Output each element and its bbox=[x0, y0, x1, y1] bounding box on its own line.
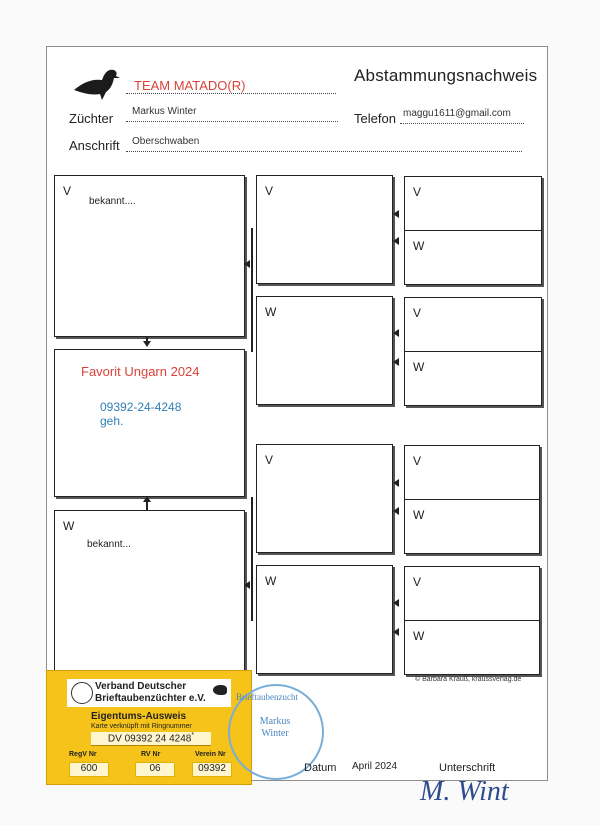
stamp-line-1: Markus bbox=[259, 716, 291, 727]
great-tag-5: V bbox=[413, 454, 422, 468]
rv-value: 06 bbox=[135, 762, 175, 777]
arrow-left-icon bbox=[393, 507, 399, 515]
grand-tag-2: W bbox=[265, 305, 277, 319]
grand-tag-1: V bbox=[265, 184, 274, 198]
zuechter-value: Markus Winter bbox=[132, 106, 197, 117]
copyright-note: © Barbara Krauß, kraussverlag.de bbox=[415, 676, 522, 683]
arrow-stem-down bbox=[146, 502, 148, 510]
grandsire-1-box bbox=[256, 175, 393, 284]
subject-name: Favorit Ungarn 2024 bbox=[81, 364, 200, 379]
arrow-down-icon bbox=[143, 341, 151, 347]
arrow-left-icon bbox=[244, 581, 250, 589]
great-box-4 bbox=[404, 566, 540, 675]
zuechter-label: Züchter bbox=[69, 111, 114, 126]
pigeon-logo bbox=[70, 60, 122, 104]
arrow-left-icon bbox=[393, 210, 399, 218]
signature: M. Wint bbox=[420, 776, 509, 807]
granddam-1-box bbox=[256, 296, 393, 405]
anschrift-label: Anschrift bbox=[69, 138, 120, 153]
subject-gender: geh. bbox=[100, 414, 124, 428]
pigeon-icon bbox=[213, 685, 227, 695]
card-subtitle: Karte verknüpft mit Ringnummer bbox=[91, 723, 192, 730]
grand-tag-3: V bbox=[265, 453, 274, 467]
datum-label: Datum bbox=[304, 762, 337, 774]
arrow-left-icon bbox=[393, 358, 399, 366]
verein-label: Verein Nr bbox=[195, 751, 226, 758]
rv-label: RV Nr bbox=[141, 751, 161, 758]
grand-tag-4: W bbox=[265, 574, 277, 588]
team-dotted-line bbox=[126, 93, 336, 94]
arrow-left-icon bbox=[244, 260, 250, 268]
unterschrift-label: Unterschrift bbox=[439, 762, 496, 774]
anschrift-dotted-line bbox=[126, 151, 522, 152]
card-header bbox=[67, 679, 231, 707]
stamp-ring-text: Brieftaubenzucht bbox=[236, 692, 298, 702]
verein-value: 09392 bbox=[192, 762, 232, 777]
ownership-card bbox=[46, 670, 252, 785]
datum-value: April 2024 bbox=[352, 761, 398, 772]
arrow-left-icon bbox=[393, 479, 399, 487]
great-tag-6: W bbox=[413, 508, 425, 522]
connector-line-2 bbox=[251, 497, 253, 621]
great-tag-1: V bbox=[413, 185, 422, 199]
arrow-left-icon bbox=[393, 329, 399, 337]
great-box-1 bbox=[404, 176, 542, 285]
ring-number: DV 09392 24 4248* bbox=[91, 732, 211, 746]
arrow-left-icon bbox=[393, 628, 399, 636]
arrow-left-icon bbox=[393, 237, 399, 245]
card-title: Eigentums-Ausweis bbox=[91, 711, 187, 722]
stamp-line-2: Winter bbox=[261, 728, 289, 739]
grandsire-2-box bbox=[256, 444, 393, 553]
zuechter-dotted-line bbox=[126, 121, 338, 122]
great-tag-3: V bbox=[413, 306, 422, 320]
granddam-2-box bbox=[256, 565, 393, 674]
subject-box bbox=[54, 349, 245, 497]
regv-label: RegV Nr bbox=[69, 751, 97, 758]
sire-text: bekannt.... bbox=[89, 196, 136, 207]
sire-box bbox=[54, 175, 245, 337]
great-tag-4: W bbox=[413, 360, 425, 374]
telefon-dotted-line bbox=[400, 123, 524, 124]
great-box-2 bbox=[404, 297, 542, 406]
connector-line-1 bbox=[251, 228, 253, 352]
org-line-1: Verband Deutscher bbox=[95, 681, 187, 692]
subject-ring: 09392-24-4248 bbox=[100, 400, 182, 414]
anschrift-value: Oberschwaben bbox=[132, 136, 200, 147]
great-box-3 bbox=[404, 445, 540, 554]
team-name: TEAM MATADO(R) bbox=[134, 78, 246, 93]
association-logo-icon bbox=[71, 682, 93, 704]
telefon-value: maggu1611@gmail.com bbox=[403, 108, 511, 119]
org-line-2: Brieftaubenzüchter e.V. bbox=[95, 693, 206, 704]
great-tag-7: V bbox=[413, 575, 422, 589]
regv-value: 600 bbox=[69, 762, 109, 777]
great-tag-2: W bbox=[413, 239, 425, 253]
page-title: Abstammungsnachweis bbox=[354, 66, 538, 85]
dam-tag: W bbox=[63, 519, 75, 533]
sire-tag: V bbox=[63, 184, 72, 198]
arrow-left-icon bbox=[393, 599, 399, 607]
dam-box bbox=[54, 510, 245, 672]
great-tag-8: W bbox=[413, 629, 425, 643]
dam-text: bekannt... bbox=[87, 539, 131, 550]
telefon-label: Telefon bbox=[354, 111, 396, 126]
